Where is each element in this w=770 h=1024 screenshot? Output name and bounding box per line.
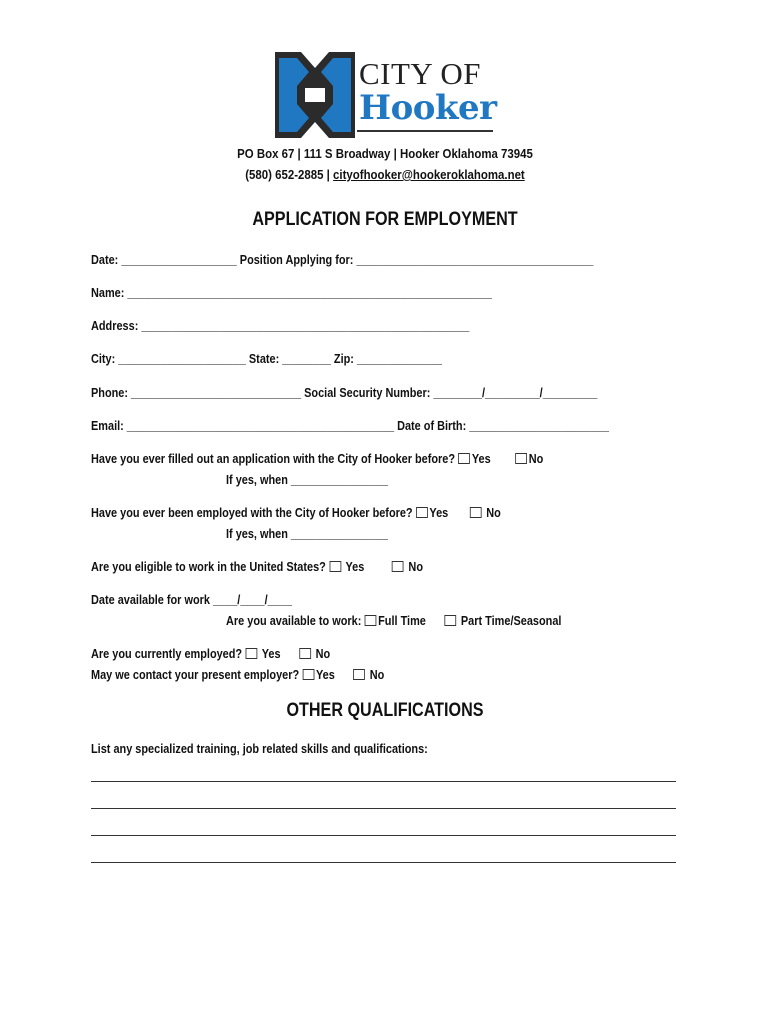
full-time-label: Full Time bbox=[378, 613, 426, 628]
no-label: No bbox=[315, 646, 331, 661]
logo-hooker-text: Hooker bbox=[359, 88, 497, 128]
currently-employed-label: Are you currently employed? bbox=[91, 646, 243, 661]
eligible-yes-checkbox[interactable] bbox=[329, 561, 341, 572]
no-label: No bbox=[528, 451, 544, 466]
email-dob-row bbox=[91, 418, 609, 433]
ssn-field[interactable]: Social Security Number: ________/_________/_________ bbox=[304, 385, 598, 400]
no-label: No bbox=[369, 667, 385, 682]
employed-before-yes-checkbox[interactable] bbox=[416, 507, 428, 518]
phone-number: (580) 652-2885 | bbox=[245, 167, 330, 182]
filled-before-label: Have you ever filled out an application with the City of Hooker before? bbox=[91, 451, 456, 466]
employed-before-question bbox=[91, 505, 501, 520]
availability-question bbox=[226, 613, 561, 628]
dob-field[interactable]: Date of Birth: _______________________ bbox=[397, 418, 609, 433]
employed-before-label: Have you ever been employed with the City of Hooker before? bbox=[91, 505, 413, 520]
logo-city-text: CITY OF bbox=[359, 56, 482, 91]
contact-line bbox=[46, 167, 724, 182]
city-state-zip-row bbox=[91, 351, 442, 366]
yes-label: Yes bbox=[315, 667, 335, 682]
date-field[interactable]: Date: ___________________ bbox=[91, 252, 237, 267]
date-available-field[interactable]: Date available for work ____/____/____ bbox=[91, 592, 292, 607]
date-position-row bbox=[91, 252, 593, 267]
address-line: PO Box 67 | 111 S Broadway | Hooker Oklahoma 73945 bbox=[237, 146, 533, 161]
qualifications-title: OTHER QUALIFICATIONS bbox=[286, 700, 484, 721]
filled-before-yes-checkbox[interactable] bbox=[458, 453, 470, 464]
name-field[interactable]: Name: ____________________________________________________________ bbox=[91, 285, 492, 300]
qualifications-line-1[interactable] bbox=[91, 781, 676, 782]
phone-field[interactable]: Phone: ____________________________ bbox=[91, 385, 302, 400]
currently-employed-yes-checkbox[interactable] bbox=[245, 648, 257, 659]
qualifications-prompt: List any specialized training, job related skills and qualifications: bbox=[91, 741, 428, 756]
qualifications-line-4[interactable] bbox=[91, 862, 676, 863]
availability-label: Are you available to work: bbox=[226, 613, 362, 628]
qualifications-line-2[interactable] bbox=[91, 808, 676, 809]
position-field[interactable]: Position Applying for: _______________________________________ bbox=[239, 252, 594, 267]
part-time-checkbox[interactable] bbox=[444, 615, 456, 626]
city-field[interactable]: City: _____________________ bbox=[91, 351, 246, 366]
currently-employed-question bbox=[91, 646, 330, 661]
full-time-checkbox[interactable] bbox=[365, 615, 377, 626]
email-field[interactable]: Email: ____________________________________________ bbox=[91, 418, 395, 433]
filled-before-no-checkbox[interactable] bbox=[515, 453, 527, 464]
email-link[interactable]: cityofhooker@hookeroklahoma.net bbox=[333, 167, 525, 182]
yes-label: Yes bbox=[429, 505, 449, 520]
employed-when-field[interactable]: If yes, when ________________ bbox=[226, 526, 389, 541]
yes-label: Yes bbox=[261, 646, 281, 661]
state-field[interactable]: State: ________ bbox=[248, 351, 331, 366]
part-time-label: Part Time/Seasonal bbox=[460, 613, 562, 628]
contact-employer-yes-checkbox[interactable] bbox=[303, 669, 315, 680]
currently-employed-no-checkbox[interactable] bbox=[299, 648, 311, 659]
phone-ssn-row bbox=[91, 385, 597, 400]
form-title: APPLICATION FOR EMPLOYMENT bbox=[252, 209, 518, 230]
city-logo-mark bbox=[275, 52, 355, 138]
filled-before-question bbox=[91, 451, 543, 466]
address-field[interactable]: Address: ______________________________________________________ bbox=[91, 318, 470, 333]
contact-employer-label: May we contact your present employer? bbox=[91, 667, 300, 682]
eligible-question bbox=[91, 559, 423, 574]
no-label: No bbox=[486, 505, 501, 520]
eligible-label: Are you eligible to work in the United States? bbox=[91, 559, 326, 574]
eligible-no-checkbox[interactable] bbox=[392, 561, 404, 572]
yes-label: Yes bbox=[345, 559, 365, 574]
zip-field[interactable]: Zip: ______________ bbox=[333, 351, 442, 366]
logo-underline bbox=[357, 130, 493, 132]
filled-when-field[interactable]: If yes, when ________________ bbox=[226, 472, 389, 487]
contact-employer-no-checkbox[interactable] bbox=[353, 669, 365, 680]
no-label: No bbox=[408, 559, 423, 574]
contact-employer-question bbox=[91, 667, 384, 682]
employed-before-no-checkbox[interactable] bbox=[470, 507, 482, 518]
qualifications-line-3[interactable] bbox=[91, 835, 676, 836]
city-logo bbox=[275, 52, 500, 138]
yes-label: Yes bbox=[471, 451, 491, 466]
